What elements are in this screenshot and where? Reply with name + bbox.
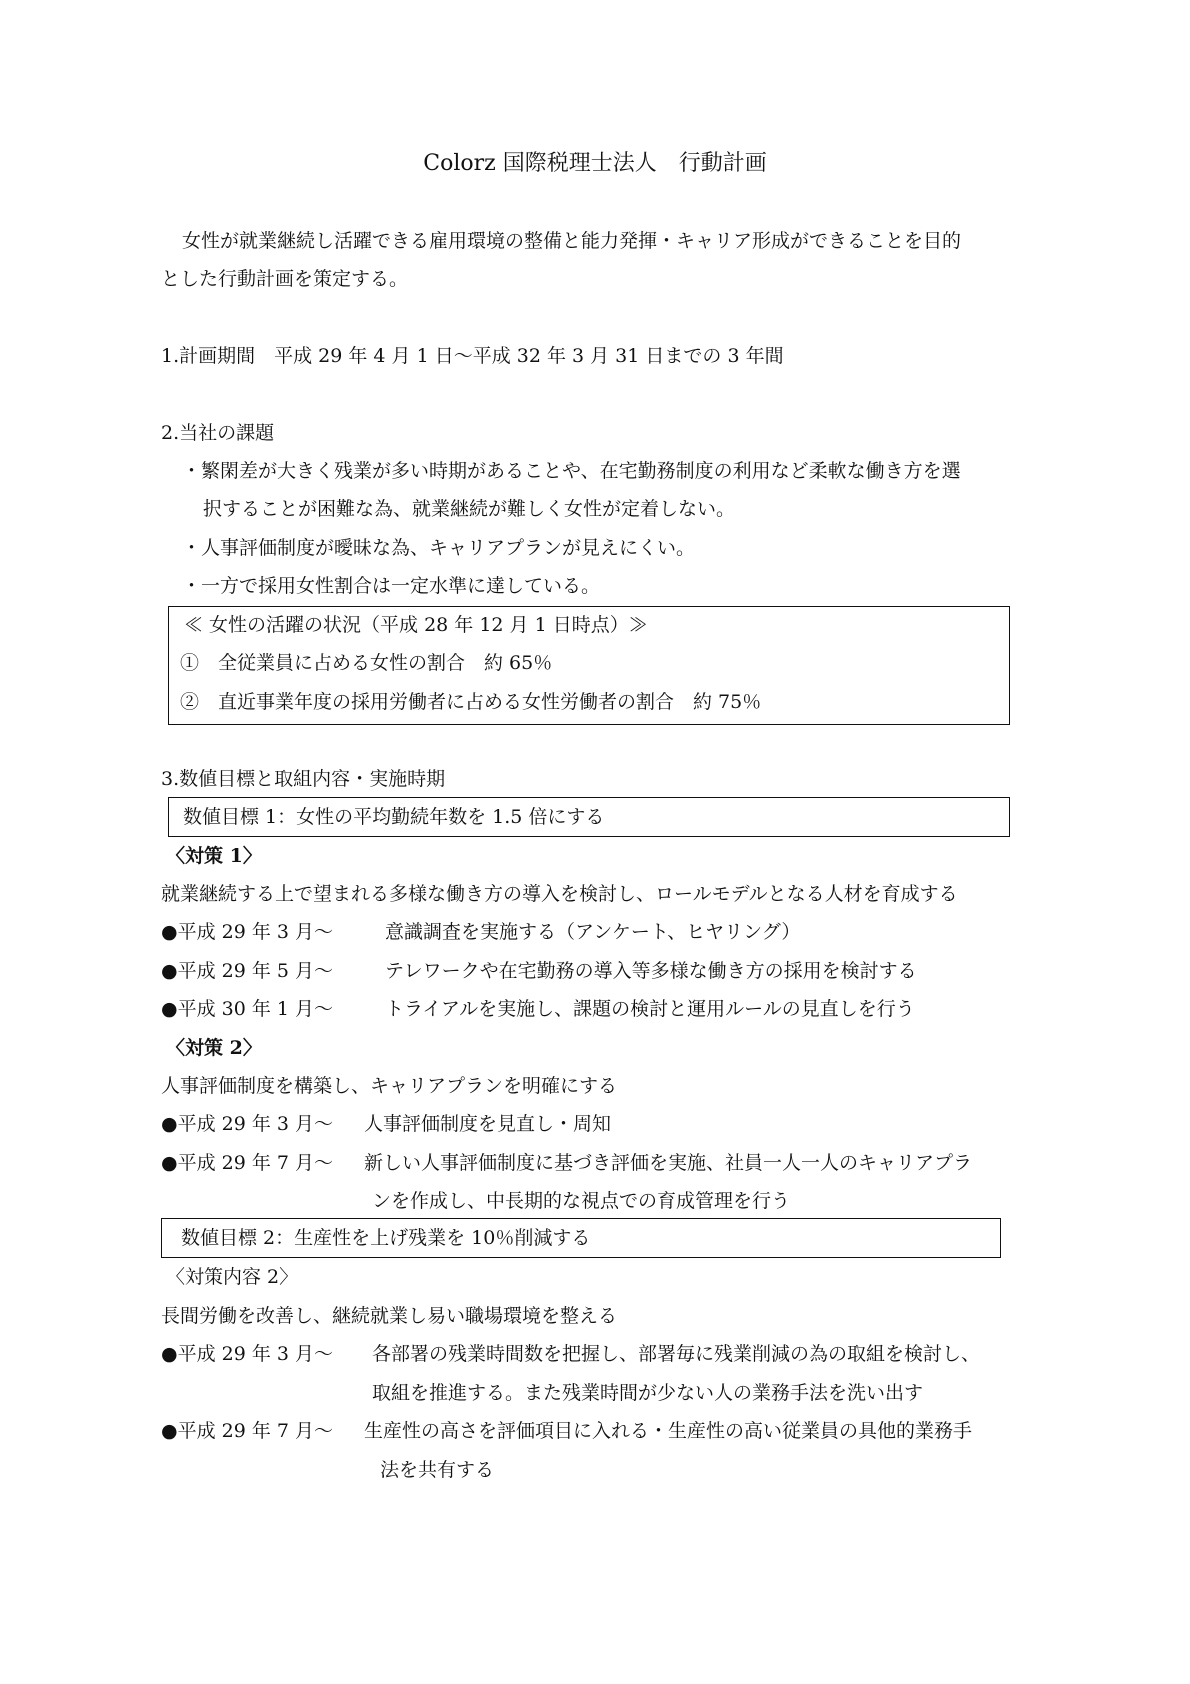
issue-line-1: ・繁閑差が大きく残業が多い時期があることや、在宅勤務制度の利用など柔軟な働き方を選: [182, 460, 961, 482]
intro-line-2: とした行動計画を策定する。: [161, 268, 409, 290]
measure3-item1-text-cont: 取組を推進する。また残業時間が少ない人の業務手法を洗い出す: [372, 1382, 924, 1404]
status-box-title: ≪ 女性の活躍の状況（平成 28 年 12 月 1 日時点）≫: [184, 614, 648, 636]
measure1-item2-date: ●平成 29 年 5 月～: [161, 960, 334, 982]
measure1-item1-text: 意識調査を実施する（アンケート、ヒヤリング）: [385, 921, 801, 943]
section2-heading: 2.当社の課題: [161, 422, 275, 444]
section3-heading: 3.数値目標と取組内容・実施時期: [161, 768, 446, 790]
measure3-description: 長間労働を改善し、継続就業し易い職場環境を整える: [161, 1305, 618, 1327]
measure3-item2-text-cont: 法を共有する: [380, 1459, 495, 1481]
measure2-item1-date: ●平成 29 年 3 月～: [161, 1113, 334, 1135]
issue-line-4: ・一方で採用女性割合は一定水準に達している。: [182, 575, 601, 597]
measure3-item2-text: 生産性の高さを評価項目に入れる・生産性の高い従業員の具他的業務手: [364, 1420, 973, 1442]
measure2-label: 〈対策 2〉: [166, 1037, 262, 1059]
page-title: Colorz 国際税理士法人 行動計画: [423, 151, 767, 176]
goal1-text: 数値目標 1：女性の平均勤続年数を 1.5 倍にする: [183, 806, 605, 828]
intro-line-1: 女性が就業継続し活躍できる雇用環境の整備と能力発揮・キャリア形成ができることを目的: [182, 230, 962, 252]
measure3-item1-text: 各部署の残業時間数を把握し、部署毎に残業削減の為の取組を検討し、: [372, 1343, 981, 1365]
status-item-1: ① 全従業員に占める女性の割合 約 65％: [180, 652, 553, 674]
measure1-label: 〈対策 1〉: [166, 845, 262, 867]
plan-period: 1.計画期間 平成 29 年 4 月 1 日～平成 32 年 3 月 31 日までの 3 年間: [161, 345, 784, 367]
measure2-item2-text: 新しい人事評価制度に基づき評価を実施、社員一人一人のキャリアプラ: [364, 1152, 973, 1174]
measure2-item1-text: 人事評価制度を見直し・周知: [364, 1113, 612, 1135]
issue-line-3: ・人事評価制度が曖昧な為、キャリアプランが見えにくい。: [182, 537, 696, 559]
measure1-item1-date: ●平成 29 年 3 月～: [161, 921, 334, 943]
measure2-description: 人事評価制度を構築し、キャリアプランを明確にする: [161, 1075, 618, 1097]
measure3-item1-date: ●平成 29 年 3 月～: [161, 1343, 334, 1365]
goal2-text: 数値目標 2：生産性を上げ残業を 10％削減する: [181, 1227, 591, 1249]
status-item-2: ② 直近事業年度の採用労働者に占める女性労働者の割合 約 75％: [180, 691, 762, 713]
measure2-item2-date: ●平成 29 年 7 月～: [161, 1152, 334, 1174]
issue-line-2: 択することが困難な為、就業継続が難しく女性が定着しない。: [203, 498, 736, 520]
measure1-description: 就業継続する上で望まれる多様な働き方の導入を検討し、ロールモデルとなる人材を育成する: [161, 883, 958, 905]
measure2-item2-text-cont: ンを作成し、中長期的な視点での育成管理を行う: [372, 1190, 791, 1212]
measure3-label: 〈対策内容 2〉: [166, 1266, 299, 1288]
measure1-item3-date: ●平成 30 年 1 月～: [161, 998, 334, 1020]
measure3-item2-date: ●平成 29 年 7 月～: [161, 1420, 334, 1442]
measure1-item2-text: テレワークや在宅勤務の導入等多様な働き方の採用を検討する: [385, 960, 917, 982]
measure1-item3-text: トライアルを実施し、課題の検討と運用ルールの見直しを行う: [385, 998, 915, 1020]
